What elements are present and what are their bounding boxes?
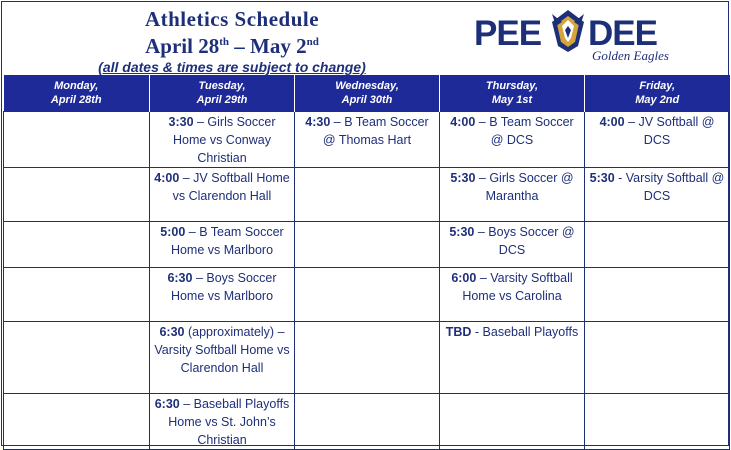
event-cell <box>4 322 150 394</box>
title-block <box>62 8 402 77</box>
event-cell <box>295 168 440 222</box>
event-cell: 5:30 - Varsity Softball @ DCS <box>585 168 730 222</box>
table-row <box>4 168 730 222</box>
table-row <box>4 222 730 268</box>
event-cell <box>4 394 150 450</box>
page-title: Athletics Schedule <box>144 7 320 31</box>
schedule-frame <box>1 1 729 446</box>
date-range-title <box>62 31 402 58</box>
event-cell: 6:30 – Baseball Playoffs Home vs St. John’s Christian <box>150 394 295 450</box>
table-row <box>4 112 730 168</box>
event-cell <box>295 222 440 268</box>
event-cell: 4:00 – B Team Soccer @ DCS <box>440 112 585 168</box>
table-row <box>4 322 730 394</box>
event-cell: 4:00 – JV Softball Home vs Clarendon Hall <box>150 168 295 222</box>
event-cell: 6:00 – Varsity Softball Home vs Carolina <box>440 268 585 322</box>
schedule-table <box>3 75 730 450</box>
event-cell: 3:30 – Girls Soccer Home vs Conway Christian <box>150 112 295 168</box>
table-header-row <box>4 75 730 112</box>
column-header-monday: Monday, April 28th <box>4 75 150 112</box>
end-date: May 2 <box>250 34 307 58</box>
event-cell: 5:30 – Boys Soccer @ DCS <box>440 222 585 268</box>
event-cell <box>4 222 150 268</box>
event-cell: 5:30 – Girls Soccer @ Marantha <box>440 168 585 222</box>
start-date: April 28 <box>145 34 220 58</box>
event-cell <box>4 112 150 168</box>
logo-word-right: DEE <box>588 14 657 53</box>
disclaimer-note: (all dates & times are subject to change) <box>98 59 366 75</box>
eagle-emblem-icon <box>548 8 588 52</box>
event-cell: 4:00 – JV Softball @ DCS <box>585 112 730 168</box>
event-cell: 6:30 (approximately) – Varsity Softball Home vs Clarendon Hall <box>150 322 295 394</box>
event-cell <box>585 222 730 268</box>
event-cell: TBD - Baseball Playoffs <box>440 322 585 394</box>
event-cell <box>295 394 440 450</box>
event-cell <box>585 394 730 450</box>
logo-subtitle: Golden Eagles <box>592 48 669 63</box>
event-cell: 5:00 – B Team Soccer Home vs Marlboro <box>150 222 295 268</box>
event-cell <box>585 268 730 322</box>
logo-word-left: PEE <box>474 14 542 53</box>
event-cell: 4:30 – B Team Soccer @ Thomas Hart <box>295 112 440 168</box>
column-header-friday: Friday, May 2nd <box>585 75 730 112</box>
event-cell <box>295 322 440 394</box>
start-date-suffix: th <box>219 36 230 48</box>
event-cell <box>295 268 440 322</box>
pee-dee-logo <box>472 8 672 66</box>
column-header-wednesday: Wednesday, April 30th <box>295 75 440 112</box>
column-header-tuesday: Tuesday, April 29th <box>150 75 295 112</box>
event-cell <box>4 168 150 222</box>
event-cell <box>4 268 150 322</box>
header <box>2 2 730 76</box>
event-cell <box>585 322 730 394</box>
table-row <box>4 394 730 450</box>
end-date-suffix: nd <box>306 36 319 48</box>
event-cell: 6:30 – Boys Soccer Home vs Marlboro <box>150 268 295 322</box>
date-range-dash: – <box>229 34 251 58</box>
table-row <box>4 268 730 322</box>
column-header-thursday: Thursday, May 1st <box>440 75 585 112</box>
event-cell <box>440 394 585 450</box>
